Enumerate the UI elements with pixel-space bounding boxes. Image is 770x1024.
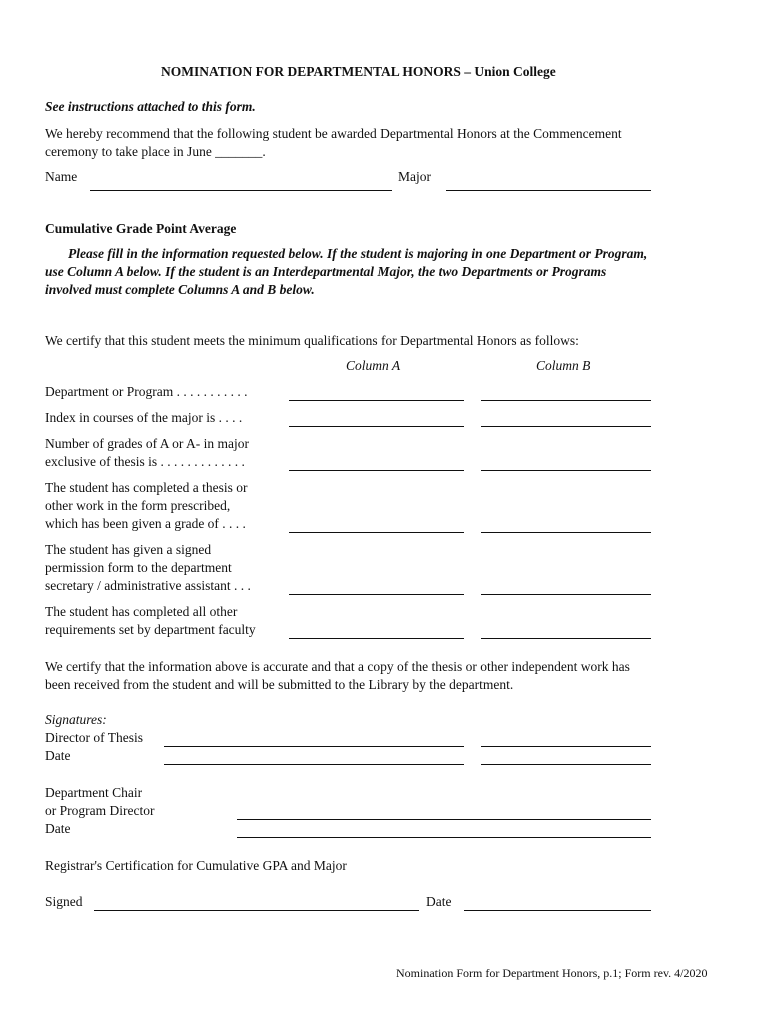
row-index-column-a-field[interactable] bbox=[289, 426, 464, 427]
row-grades-column-a-field[interactable] bbox=[289, 470, 464, 471]
director-signature-column-b-field[interactable] bbox=[481, 746, 651, 747]
gpa-instructions-1: Please fill in the information requested below. If the student is majoring in one Department or Program, bbox=[68, 246, 648, 261]
form-title: NOMINATION FOR DEPARTMENTAL HONORS – Union College bbox=[161, 64, 556, 79]
name-field[interactable] bbox=[90, 190, 392, 191]
director-date-label: Date bbox=[45, 748, 71, 763]
gpa-heading: Cumulative Grade Point Average bbox=[45, 221, 237, 236]
signed-label: Signed bbox=[45, 894, 83, 909]
row-requirements-column-a-field[interactable] bbox=[289, 638, 464, 639]
chair-label-line-1: Department Chair bbox=[45, 785, 143, 800]
row-permission-label-line-3: secretary / administrative assistant . . . bbox=[45, 578, 251, 593]
registrar-signature-field[interactable] bbox=[94, 910, 419, 911]
recommend-text: We hereby recommend that the following student be awarded Departmental Honors at the Commencement bbox=[45, 126, 622, 141]
row-thesis-label-line-1: The student has completed a thesis or bbox=[45, 480, 248, 495]
row-index-column-b-field[interactable] bbox=[481, 426, 651, 427]
row-department-column-a-field[interactable] bbox=[289, 400, 464, 401]
registrar-date-label: Date bbox=[426, 894, 452, 909]
row-grades-column-b-field[interactable] bbox=[481, 470, 651, 471]
accuracy-text-line-1: We certify that the information above is accurate and that a copy of the thesis or other independent work has bbox=[45, 659, 630, 674]
recommend-text-line-2: ceremony to take place in June _______. bbox=[45, 144, 266, 159]
footer-text: Nomination Form for Department Honors, p.1; Form rev. 4/2020 bbox=[396, 966, 708, 980]
major-field[interactable] bbox=[446, 190, 651, 191]
row-thesis-column-b-field[interactable] bbox=[481, 532, 651, 533]
registrar-date-field[interactable] bbox=[464, 910, 651, 911]
chair-label-line-2: or Program Director bbox=[45, 803, 155, 818]
row-thesis-column-a-field[interactable] bbox=[289, 532, 464, 533]
row-requirements-label-line-1: The student has completed all other bbox=[45, 604, 238, 619]
row-permission-column-a-field[interactable] bbox=[289, 594, 464, 595]
row-thesis-label-line-2: other work in the form prescribed, bbox=[45, 498, 231, 513]
accuracy-text-line-2: been received from the student and will be submitted to the Library by the department. bbox=[45, 677, 514, 692]
row-permission-label-line-1: The student has given a signed bbox=[45, 542, 212, 557]
instructions-note: See instructions attached to this form. bbox=[45, 99, 256, 114]
row-permission-column-b-field[interactable] bbox=[481, 594, 651, 595]
director-date-column-b-field[interactable] bbox=[481, 764, 651, 765]
director-date-field[interactable] bbox=[164, 764, 464, 765]
chair-date-label: Date bbox=[45, 821, 71, 836]
row-index-label: Index in courses of the major is . . . . bbox=[45, 410, 243, 425]
signatures-label: Signatures: bbox=[45, 712, 107, 727]
row-requirements-label-line-2: requirements set by department faculty bbox=[45, 622, 256, 637]
row-thesis-label-line-3: which has been given a grade of . . . . bbox=[45, 516, 246, 531]
name-label: Name bbox=[45, 169, 78, 184]
registrar-text: Registrar's Certification for Cumulative GPA and Major bbox=[45, 858, 347, 873]
director-signature-field[interactable] bbox=[164, 746, 464, 747]
gpa-instructions-2: use Column A below. If the student is an Interdepartmental Major, the two Departments or Programs bbox=[45, 264, 607, 279]
row-permission-label-line-2: permission form to the department bbox=[45, 560, 232, 575]
director-label: Director of Thesis bbox=[45, 730, 143, 745]
row-department-label: Department or Program . . . . . . . . . . . bbox=[45, 384, 248, 399]
row-grades-label-line-1: Number of grades of A or A- in major bbox=[45, 436, 249, 451]
major-label: Major bbox=[398, 169, 431, 184]
column-a-header: Column A bbox=[346, 358, 401, 373]
gpa-instructions-3: involved must complete Columns A and B below. bbox=[45, 282, 315, 297]
certify-text: We certify that this student meets the minimum qualifications for Departmental Honors as follows: bbox=[45, 333, 579, 348]
chair-signature-field[interactable] bbox=[237, 819, 651, 820]
row-requirements-column-b-field[interactable] bbox=[481, 638, 651, 639]
column-b-header: Column B bbox=[536, 358, 591, 373]
row-grades-label-line-2: exclusive of thesis is . . . . . . . . . . . . . bbox=[45, 454, 245, 469]
row-department-column-b-field[interactable] bbox=[481, 400, 651, 401]
chair-date-field[interactable] bbox=[237, 837, 651, 838]
